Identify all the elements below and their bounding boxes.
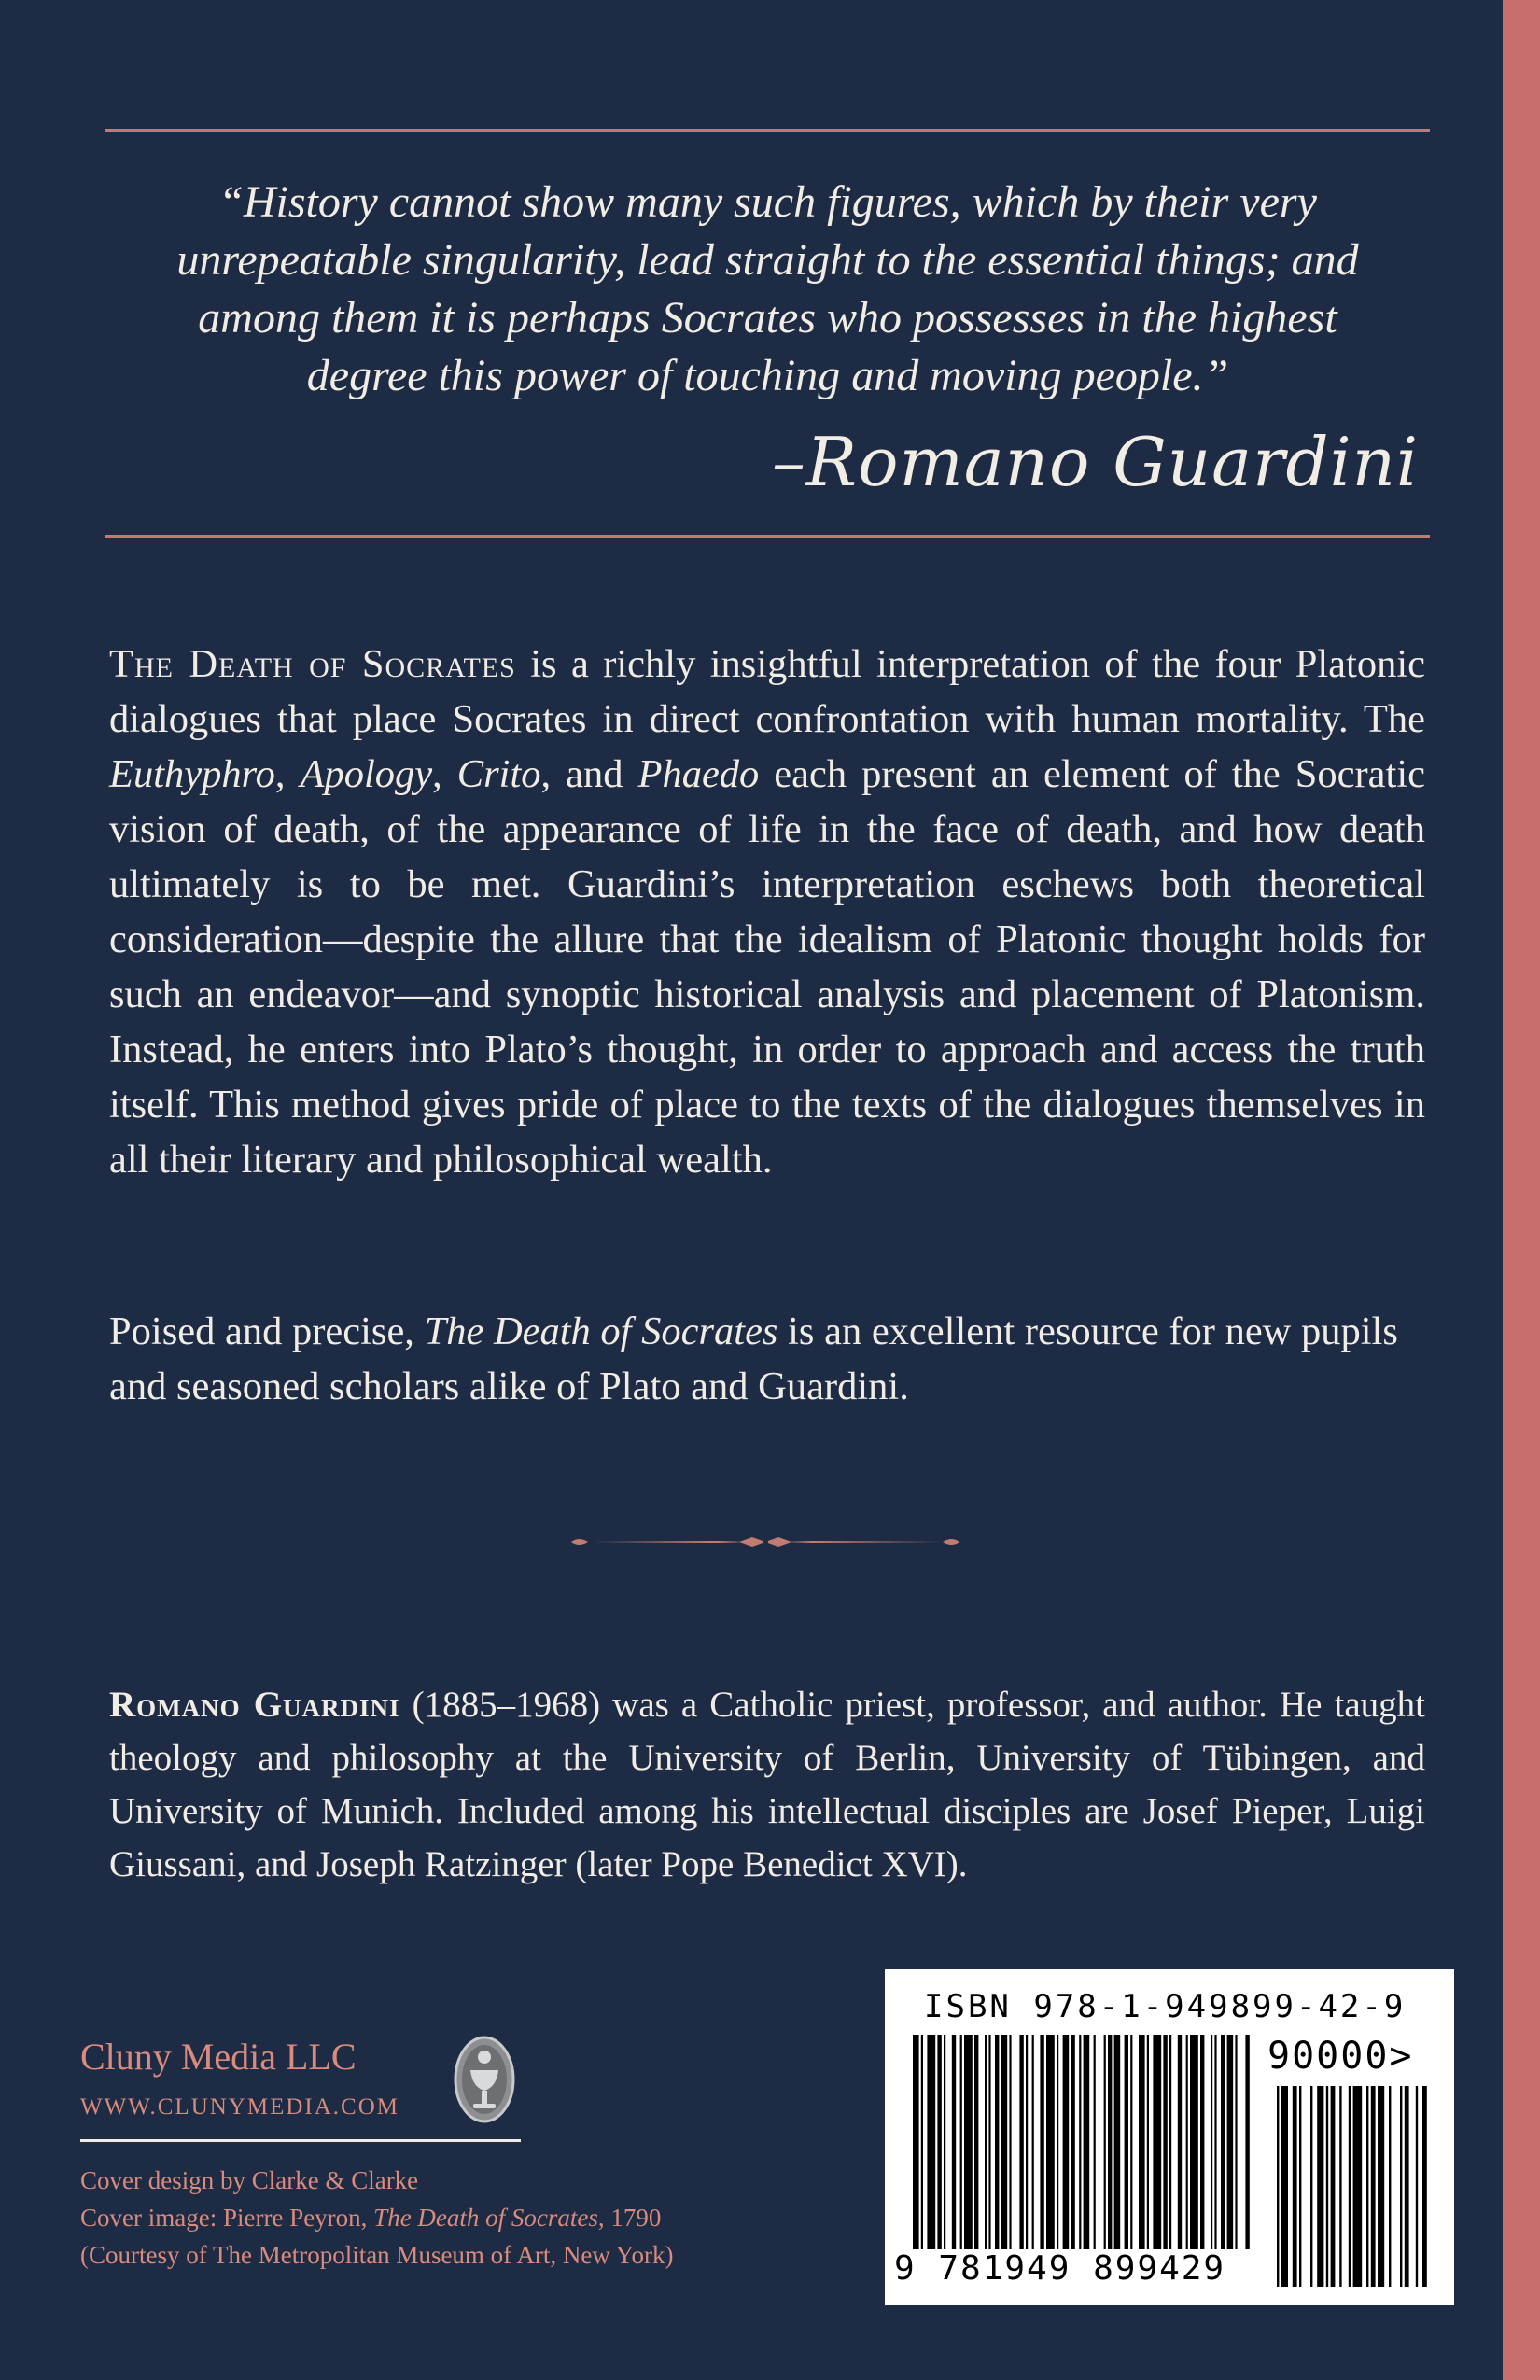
isbn-digits: 9 781949 899429 xyxy=(894,2249,1267,2288)
design-credit: Cover design by Clarke & Clarke xyxy=(80,2166,419,2194)
author-name: Romano Guardini xyxy=(109,1685,400,1725)
blurb-paragraph-2: Poised and precise, The Death of Socrates is an excellent resource for new pupils and seasoned scholars alike of Plato and Guardini. xyxy=(109,1309,1398,1408)
quote-attribution: –Romano Guardini xyxy=(771,423,1419,501)
painting-title: The Death of Socrates xyxy=(373,2204,598,2232)
chalice-seal-icon xyxy=(454,2035,515,2124)
top-divider xyxy=(105,129,1430,132)
dialogue-phaedo: Phaedo xyxy=(637,752,760,796)
dialogue-euthyphro: Euthyphro xyxy=(109,752,275,796)
quote-bottom-divider xyxy=(105,535,1430,538)
book-title-italic: The Death of Socrates xyxy=(424,1309,778,1353)
dialogue-apology: Apology xyxy=(300,752,433,796)
cover-credits xyxy=(80,2162,827,2274)
dialogue-crito: Crito xyxy=(456,752,541,796)
publisher-website: WWW.CLUNYMEDIA.COM xyxy=(80,2094,399,2120)
isbn-barcode xyxy=(885,1969,1454,2305)
ornamental-divider-icon xyxy=(569,1531,961,1553)
book-title: The Death of Socrates xyxy=(109,642,516,686)
isbn-label: ISBN 978-1-949899-42-9 xyxy=(924,1988,1407,2025)
publisher-divider xyxy=(80,2139,521,2142)
courtesy-credit: (Courtesy of The Metropolitan Museum of Art, New York) xyxy=(80,2241,674,2269)
publisher-name: Cluny Media LLC xyxy=(80,2036,357,2078)
blurb-paragraph-1: The Death of Socrates is a richly insightful interpretation of the four Platonic dialogues that place Socrates in direct confrontation with human mortality. The Euthyphro, Apology, Crito, and Phaedo each present an element of the Socratic vision of death, of the appearance of life in the face of death, and how death ultimately is to be met. Guardini’s interpretation eschews both theoretical consideration—despite the allure that the idealism of Platonic thought holds for such an endeavor—and synoptic historical analysis and placement of Platonism. Instead, he enters into Plato’s thought, in order to approach and access the truth itself. This method gives pride of place to the texts of the dialogues themselves in all their literary and philosophical wealth. xyxy=(109,642,1426,1182)
author-bio: Romano Guardini (1885–1968) was a Catholic priest, professor, and author. He taught theology and philosophy at the University of Berlin, University of Tübingen, and University of Munich. Included among his intellectual disciples are Josef Pieper, Luigi Giussani, and Joseph Ratzinger (later Pope Benedict XVI). xyxy=(109,1685,1425,1884)
image-credit: Cover image: Pierre Peyron, The Death of Socrates, 1790 xyxy=(80,2204,662,2232)
spine-accent-strip xyxy=(1503,0,1540,2380)
pull-quote: “History cannot show many such figures, which by their very unrepeatable singularity, lead straight to the essential things; and among them it is perhaps Socrates who possesses in the highest degree this power of touching and moving people.” xyxy=(176,177,1359,400)
price-code: 90000> xyxy=(1267,2035,1414,2078)
